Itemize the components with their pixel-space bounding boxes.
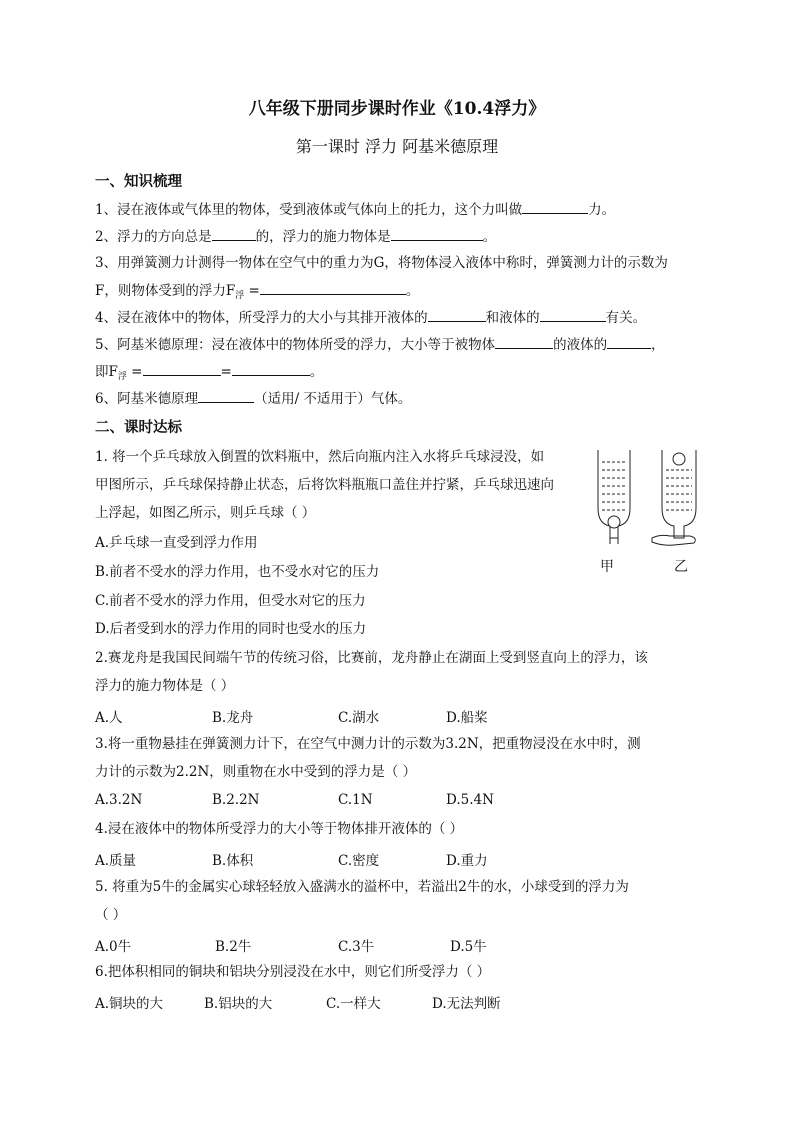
question-4-option-a[interactable]: A.质量: [95, 853, 137, 869]
text: 和液体的: [485, 310, 540, 326]
text: 5、阿基米德原理：浸在液体中的物体所受的浮力，大小等于被物体: [95, 337, 496, 353]
answer-blank[interactable]: [540, 308, 606, 322]
knowledge-item-3-line1: 3、用弹簧测力计测得一物体在空气中的重力为G，将物体浸入液体中称时，弹簧测力计的示数为: [95, 255, 668, 271]
text: 有关。: [605, 310, 647, 326]
question-5-line2: （ ）: [95, 907, 127, 923]
figure-label-jia: 甲: [600, 559, 614, 575]
question-6-option-b[interactable]: B.铝块的大: [204, 996, 273, 1012]
question-6-option-a[interactable]: A.铜块的大: [95, 996, 164, 1012]
knowledge-item-6: [95, 389, 411, 408]
answer-blank[interactable]: [428, 308, 486, 322]
text: =: [126, 364, 143, 380]
subscript: 浮: [117, 372, 127, 382]
subscript: 浮: [235, 291, 245, 301]
question-5-option-c[interactable]: C.3牛: [338, 939, 375, 955]
page-subtitle: 第一课时 浮力 阿基米德原理: [295, 137, 499, 156]
question-1-option-a[interactable]: A.乒乓球一直受到浮力作用: [95, 535, 258, 551]
question-3-line1: 3.将一重物悬挂在弹簧测力计下，在空气中测力计的示数为3.2N，把重物浸没在水中时，测: [95, 736, 641, 752]
question-1-option-b[interactable]: B.前者不受水的浮力作用，也不受水对它的压力: [95, 564, 380, 580]
question-2-option-a[interactable]: A.人: [95, 710, 123, 726]
text: （适用/ 不适用于）气体。: [254, 391, 412, 407]
text: 的，浮力的施力物体是: [255, 229, 391, 245]
answer-blank[interactable]: [607, 335, 651, 349]
question-4-option-b[interactable]: B.体积: [212, 853, 254, 869]
question-3-option-a[interactable]: A.3.2N: [95, 792, 143, 808]
text: 2、浮力的方向总是: [95, 229, 212, 245]
bottle-yi: [652, 450, 696, 545]
question-3-option-d[interactable]: D.5.4N: [446, 792, 494, 808]
text: F，则物体受到的浮力F: [95, 283, 236, 299]
bottle-figure: [594, 446, 704, 581]
answer-blank[interactable]: [260, 281, 406, 295]
knowledge-item-3-line2: [95, 281, 419, 305]
question-5-option-b[interactable]: B.2牛: [215, 939, 252, 955]
text: =: [244, 283, 260, 299]
answer-blank[interactable]: [232, 362, 310, 376]
answer-blank[interactable]: [522, 200, 588, 214]
question-1-option-c[interactable]: C.前者不受水的浮力作用，但受水对它的压力: [95, 593, 366, 609]
bottle-jia: [598, 450, 630, 544]
question-6-option-c[interactable]: C.一样大: [326, 996, 381, 1012]
text: 力。: [588, 202, 616, 218]
figure-label-yi: 乙: [674, 559, 688, 575]
question-1-line1: 1. 将一个乒乓球放入倒置的饮料瓶中，然后向瓶内注入水将乒乓球浸没，如: [95, 449, 545, 465]
question-3-line2: 力计的示数为2.2N，则重物在水中受到的浮力是（ ）: [95, 764, 417, 780]
page-title: 八年级下册同步课时作业《10.4浮力》: [248, 99, 546, 119]
text: 1、浸在液体或气体里的物体，受到液体或气体向上的托力，这个力叫做: [95, 202, 523, 218]
answer-blank[interactable]: [212, 227, 256, 241]
question-1-line3: 上浮起，如图乙所示，则乒乓球（ ）: [95, 505, 316, 521]
text: 即F: [95, 364, 118, 380]
answer-blank[interactable]: [391, 227, 483, 241]
knowledge-item-5-line2: [95, 362, 323, 386]
question-3-option-b[interactable]: B.2.2N: [212, 792, 260, 808]
question-1-line2: 甲图所示，乒乓球保持静止状态，后将饮料瓶瓶口盖住并拧紧，乒乓球迅速向: [95, 477, 554, 493]
knowledge-item-1: [95, 200, 615, 219]
answer-blank[interactable]: [495, 335, 553, 349]
knowledge-item-2: [95, 227, 496, 246]
question-2-option-c[interactable]: C.湖水: [338, 710, 380, 726]
question-2-line2: 浮力的施力物体是（ ）: [95, 678, 235, 694]
question-4-option-d[interactable]: D.重力: [446, 853, 488, 869]
question-2-option-d[interactable]: D.船桨: [446, 710, 488, 726]
text: 4、浸在液体中的物体，所受浮力的大小与其排开液体的: [95, 310, 428, 326]
knowledge-item-4: [95, 308, 646, 327]
section-heading-practice: 二、课时达标: [95, 419, 182, 436]
text: ，: [651, 337, 665, 353]
text: 。: [405, 283, 420, 299]
text: 。: [309, 364, 324, 380]
question-4-line1: 4.浸在液体中的物体所受浮力的大小等于物体排开液体的（ ）: [95, 821, 464, 837]
question-5-option-d[interactable]: D.5牛: [450, 939, 487, 955]
text: =: [220, 364, 232, 380]
question-6-option-d[interactable]: D.无法判断: [432, 996, 501, 1012]
section-heading-knowledge: 一、知识梳理: [95, 173, 182, 190]
question-2-line1: 2.赛龙舟是我国民间端午节的传统习俗，比赛前，龙舟静止在湖面上受到竖直向上的浮力，该: [95, 650, 648, 666]
question-1-option-d[interactable]: D.后者受到水的浮力作用的同时也受水的压力: [95, 621, 367, 637]
question-3-option-c[interactable]: C.1N: [338, 792, 373, 808]
question-5-option-a[interactable]: A.0牛: [95, 939, 132, 955]
text: 6、阿基米德原理: [95, 391, 199, 407]
knowledge-item-5-line1: [95, 335, 665, 354]
question-5-line1: 5. 将重为5牛的金属实心球轻轻放入盛满水的溢杯中，若溢出2牛的水，小球受到的浮力为: [95, 879, 629, 895]
text: 。: [482, 229, 497, 245]
answer-blank[interactable]: [198, 389, 254, 403]
text: 的液体的: [553, 337, 608, 353]
answer-blank[interactable]: [143, 362, 221, 376]
question-2-option-b[interactable]: B.龙舟: [212, 710, 254, 726]
question-6-line1: 6.把体积相同的铜块和铝块分别浸没在水中，则它们所受浮力（ ）: [95, 964, 491, 980]
question-4-option-c[interactable]: C.密度: [338, 853, 380, 869]
